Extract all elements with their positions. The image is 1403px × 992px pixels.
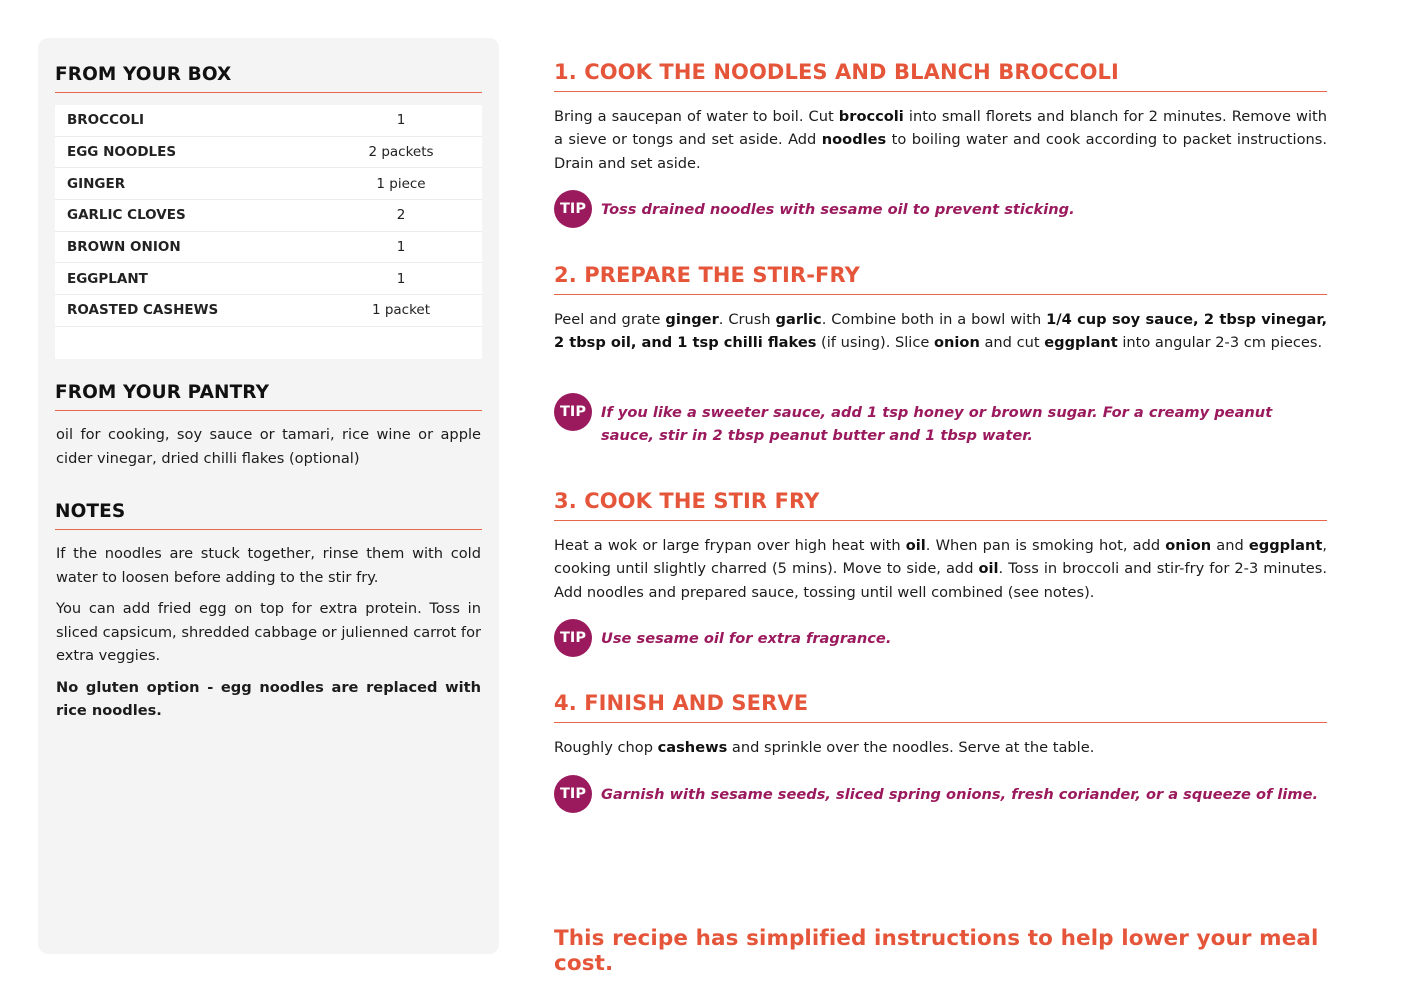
ingredient-name: BROCCOLI bbox=[67, 112, 145, 129]
table-row bbox=[55, 105, 482, 137]
table-row bbox=[55, 232, 482, 264]
step-2-tip bbox=[554, 395, 1327, 448]
ingredient-name: GARLIC CLOVES bbox=[67, 207, 186, 224]
tip-badge: TIP bbox=[554, 775, 592, 813]
step-text: Bring a saucepan of water to boil. Cut bbox=[554, 108, 839, 125]
ingredient-qty: 1 bbox=[396, 270, 406, 287]
step-keyword: oil bbox=[978, 560, 999, 578]
step-keyword: 1/4 cup soy sauce, 2 tbsp vinegar, 2 tbsp oil, and 1 tsp chilli flakes bbox=[554, 311, 1327, 352]
step-text: (if using). Slice bbox=[816, 334, 934, 352]
step-text: Roughly chop bbox=[554, 739, 658, 756]
pantry-text bbox=[56, 423, 481, 478]
table-row bbox=[55, 295, 482, 327]
step-text: . Combine both in a bowl with bbox=[821, 311, 1047, 328]
ingredient-name: BROWN ONION bbox=[67, 239, 181, 256]
step-keyword: onion bbox=[1165, 537, 1212, 554]
side-panel bbox=[38, 38, 499, 954]
step-keyword: eggplant bbox=[1044, 334, 1118, 352]
step-keyword: onion bbox=[934, 334, 980, 352]
ingredient-name: EGG NOODLES bbox=[67, 144, 177, 161]
table-row bbox=[55, 200, 482, 232]
ingredient-qty: 1 piece bbox=[376, 175, 426, 192]
ingredient-qty: 1 bbox=[396, 112, 406, 129]
table-row bbox=[55, 168, 482, 200]
step-keyword: oil bbox=[905, 537, 926, 554]
ingredient-qty: 1 bbox=[396, 239, 406, 256]
step-text: and cut bbox=[979, 334, 1045, 352]
step-1-tip bbox=[554, 192, 1327, 228]
step-text: into angular 2-3 cm pieces. bbox=[1117, 334, 1323, 352]
notes-paragraph: You can add fried egg on top for extra protein. Toss in sliced capsicum, shredded cabbage or julienned carrot for extra veggies. bbox=[56, 600, 481, 664]
step-text: Peel and grate bbox=[554, 311, 666, 328]
notes-text bbox=[56, 542, 481, 731]
step-keyword: garlic bbox=[775, 311, 822, 328]
tip-text: If you like a sweeter sauce, add 1 tsp honey or brown sugar. For a creamy peanut sauce, stir in 2 tbsp peanut butter and 1 tbsp water. bbox=[601, 404, 1273, 445]
from-your-pantry-heading: FROM YOUR PANTRY bbox=[55, 382, 482, 411]
ingredient-name: GINGER bbox=[67, 175, 126, 192]
tip-badge: TIP bbox=[554, 393, 592, 431]
notes-heading: NOTES bbox=[55, 501, 482, 530]
step-text: . When pan is smoking hot, add bbox=[925, 537, 1166, 554]
step-keyword: eggplant bbox=[1248, 537, 1323, 554]
footer-note: This recipe has simplified instructions to help lower your meal cost. bbox=[554, 926, 1319, 976]
step-text: . Toss in broccoli and stir-fry for 2-3 minutes. Add noodles and prepared sauce, tossing until well combined (see notes). bbox=[554, 560, 1327, 601]
ingredient-name: ROASTED CASHEWS bbox=[67, 302, 219, 319]
ingredient-qty: 2 bbox=[396, 207, 406, 224]
step-keyword: noodles bbox=[821, 131, 887, 149]
notes-paragraph: If the noodles are stuck together, rinse them with cold water to loosen before adding to the stir fry. bbox=[56, 545, 481, 586]
step-text: . Crush bbox=[718, 311, 776, 328]
step-text: and sprinkle over the noodles. Serve at the table. bbox=[727, 739, 1095, 756]
step-text: to boiling water and cook according to packet instructions. Drain and set aside. bbox=[554, 131, 1328, 172]
table-row bbox=[55, 137, 482, 169]
step-1-body bbox=[554, 105, 1327, 175]
step-4-tip bbox=[554, 777, 1327, 813]
step-1-title: 1. COOK THE NOODLES AND BLANCH BROCCOLI bbox=[554, 60, 1327, 92]
gluten-note: No gluten option - egg noodles are replaced with rice noodles. bbox=[56, 678, 481, 719]
step-text: into small florets and blanch for 2 minutes. Remove with a sieve or tongs and set aside. Add bbox=[554, 108, 1327, 149]
tip-text: Toss drained noodles with sesame oil to prevent sticking. bbox=[601, 201, 1075, 218]
step-2-title: 2. PREPARE THE STIR-FRY bbox=[554, 263, 1327, 295]
tip-text: Garnish with sesame seeds, sliced spring onions, fresh coriander, or a squeeze of lime. bbox=[601, 786, 1319, 803]
pantry-paragraph: oil for cooking, soy sauce or tamari, rice wine or apple cider vinegar, dried chilli flakes (optional) bbox=[56, 426, 481, 467]
ingredient-name: EGGPLANT bbox=[67, 270, 148, 287]
step-2-body bbox=[554, 308, 1327, 355]
table-row bbox=[55, 263, 482, 295]
step-4-body bbox=[554, 736, 1327, 759]
ingredient-qty: 2 packets bbox=[368, 144, 434, 161]
step-keyword: cashews bbox=[657, 739, 728, 756]
step-text: Heat a wok or large frypan over high heat with bbox=[554, 537, 906, 554]
step-3-tip bbox=[554, 621, 1327, 657]
step-3-title: 3. COOK THE STIR FRY bbox=[554, 489, 1327, 521]
tip-badge: TIP bbox=[554, 190, 592, 228]
step-4-title: 4. FINISH AND SERVE bbox=[554, 691, 1327, 723]
tip-text: Use sesame oil for extra fragrance. bbox=[601, 630, 892, 647]
step-3-body bbox=[554, 534, 1327, 604]
ingredients-table bbox=[55, 105, 482, 359]
from-your-box-heading: FROM YOUR BOX bbox=[55, 64, 482, 93]
step-text: , cooking until slightly charred (5 mins). Move to side, add bbox=[554, 537, 1327, 578]
step-keyword: broccoli bbox=[838, 108, 904, 125]
step-keyword: ginger bbox=[665, 311, 719, 328]
step-text: and bbox=[1211, 537, 1249, 554]
tip-badge: TIP bbox=[554, 619, 592, 657]
ingredient-qty: 1 packet bbox=[371, 302, 431, 319]
